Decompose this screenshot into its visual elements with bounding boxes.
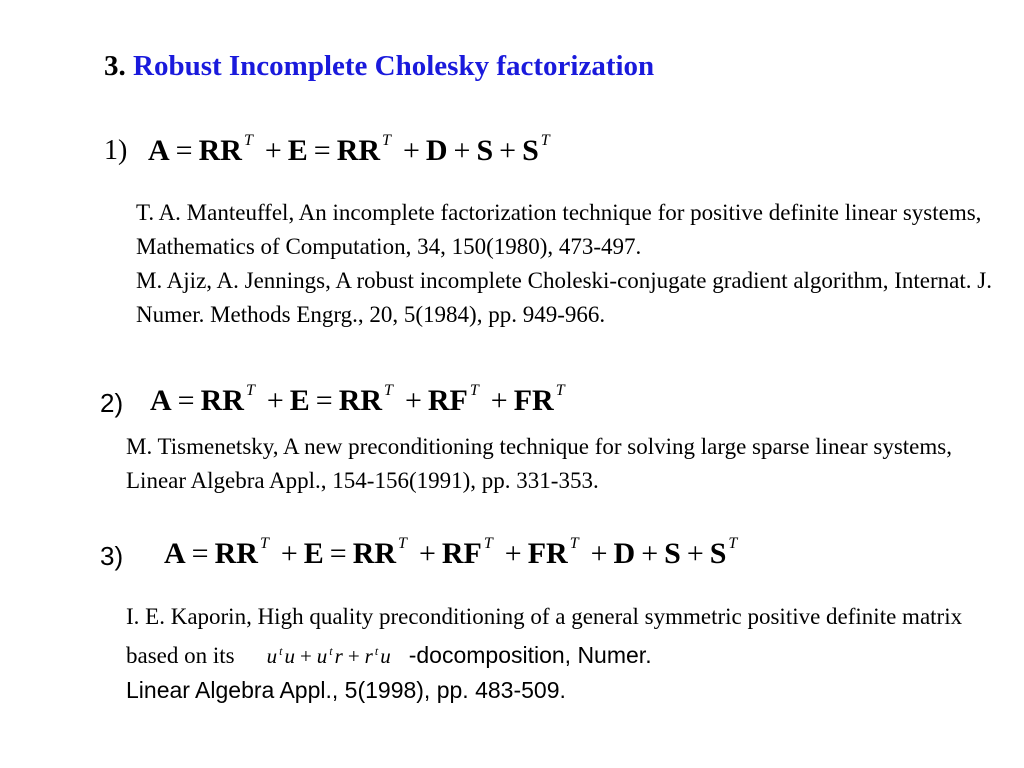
reference-manteuffel: T. A. Manteuffel, An incomplete factorization technique for positive definite linear systems, Mathematics of Computation, 34, 150(1980), 473-497. — [136, 200, 982, 259]
reference-kaporin — [126, 600, 1006, 708]
kaporin-text-3: Linear Algebra Appl., 5(1998), pp. 483-509. — [126, 677, 566, 703]
reference-tismenetsky: M. Tismenetsky, A new preconditioning technique for solving large sparse linear systems, Linear Algebra Appl., 154-156(1991), pp. 331-353. — [126, 434, 952, 493]
item-1-references — [136, 196, 996, 332]
title-text: Robust Incomplete Cholesky factorization — [133, 50, 655, 82]
kaporin-text-1: I. E. Kaporin, High quality preconditioning of a general symmetric positive definite matrix based on its — [126, 604, 963, 668]
item-2-equation: A = RR $^T$ + E = RR $^T$ + RF $^T$ + FR $^T$ — [150, 382, 565, 417]
slide-title — [104, 50, 654, 83]
title-number: 3. — [104, 50, 126, 82]
item-1-equation: A = RR $^T$ + E = RR $^T$ + D + S + S $^T$ — [148, 132, 550, 167]
reference-ajiz-jennings: M. Ajiz, A. Jennings, A robust incomplete Choleski-conjugate gradient algorithm, Internat. J. Numer. Methods Engrg., 20, 5(1984), pp. 949-966. — [136, 268, 992, 327]
item-3-label: 3) — [100, 541, 124, 571]
kaporin-text-2: -docomposition, Numer. — [408, 642, 652, 668]
item-1-label: 1) — [104, 135, 128, 166]
item-3-equation: A = RR $^T$ + E = RR $^T$ + RF $^T$ + FR $^T$ + D + S + S $^T$ — [164, 535, 738, 570]
inline-formula: u $^t$u + u $^t$r + r $^t$u — [266, 644, 391, 668]
item-2-label: 2) — [100, 388, 124, 418]
